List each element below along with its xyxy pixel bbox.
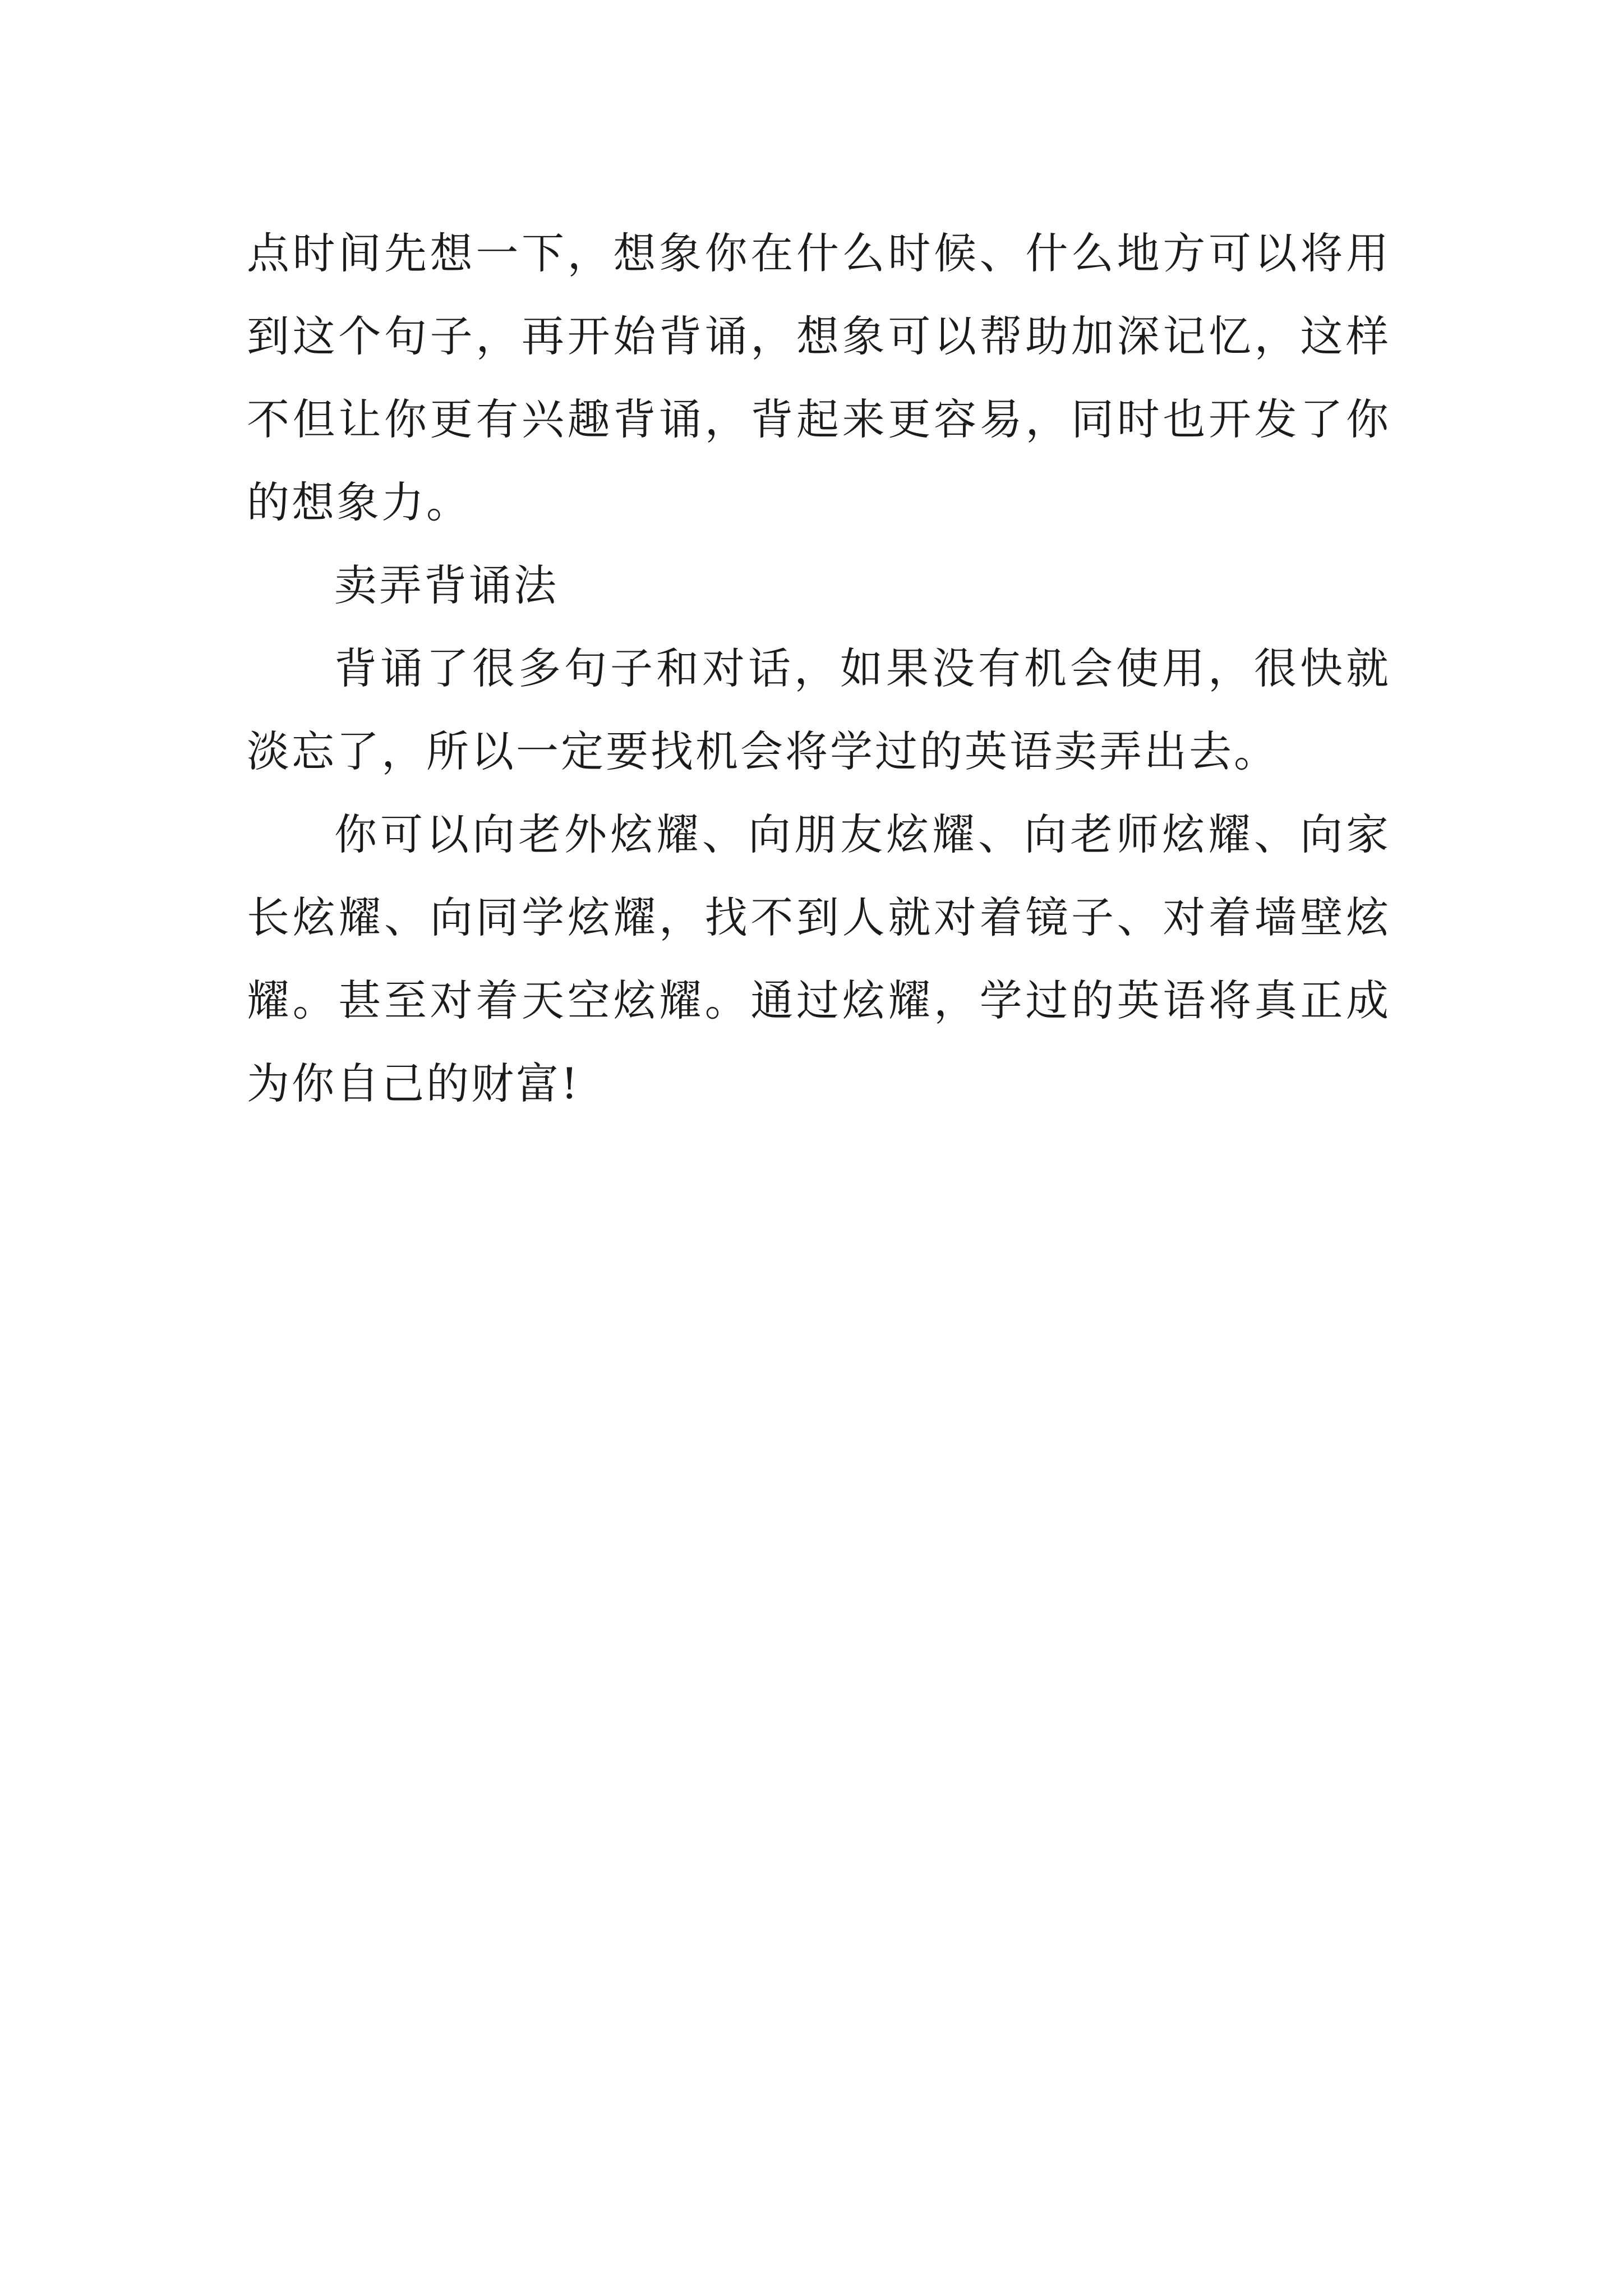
body-paragraph: 背诵了很多句子和对话，如果没有机会使用，很快就淡忘了，所以一定要找机会将学过的英语卖弄出去。 <box>247 643 1391 776</box>
body-paragraph: 你可以向老外炫耀、向朋友炫耀、向老师炫耀、向家长炫耀、向同学炫耀，找不到人就对着镜子、对着墙壁炫耀。甚至对着天空炫耀。通过炫耀，学过的英语将真正成为你自己的财富! <box>247 809 1391 1108</box>
document-body <box>247 212 1391 1125</box>
body-paragraph: 点时间先想一下，想象你在什么时候、什么地方可以将用到这个句子，再开始背诵，想象可以帮助加深记忆，这样不但让你更有兴趣背诵，背起来更容易，同时也开发了你的想象力。 <box>247 228 1391 527</box>
section-heading: 卖弄背诵法 <box>334 560 559 610</box>
